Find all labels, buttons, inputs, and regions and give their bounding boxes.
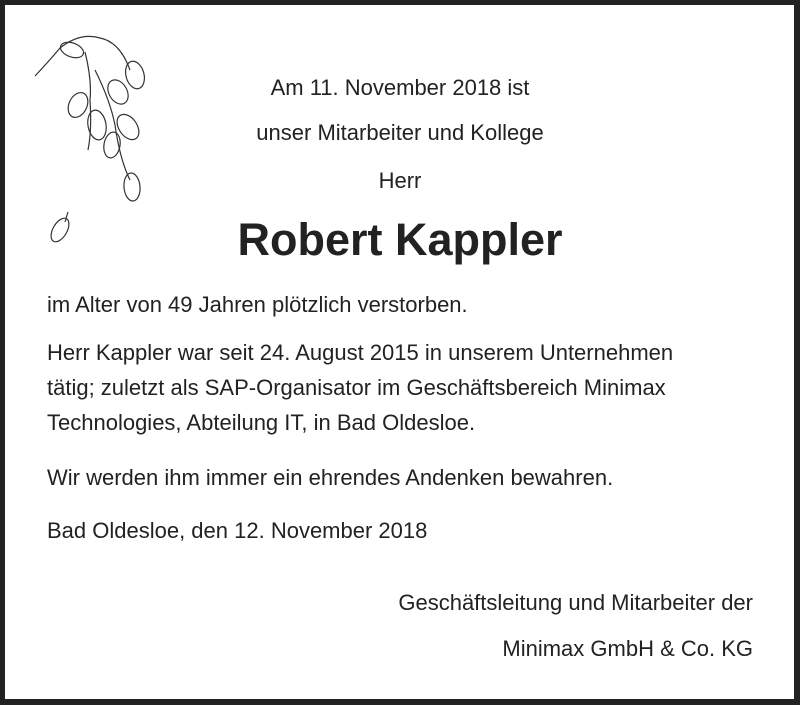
career-line-2: tätig; zuletzt als SAP-Organisator im Geschäftsbereich Minimax [47,375,666,400]
signature-company: Minimax GmbH & Co. KG [502,636,753,661]
intro-title-line: Herr [378,168,422,193]
intro-role-line: unser Mitarbeiter und Kollege [256,120,544,145]
signature-line-1: Geschäftsleitung und Mitarbeiter der [398,590,753,615]
career-line-1: Herr Kappler war seit 24. August 2015 in unserem Unternehmen [47,340,674,365]
intro-date-line: Am 11. November 2018 ist [270,75,530,100]
deceased-name: Robert Kappler [237,214,563,265]
career-line-3: Technologies, Abteilung IT, in Bad Oldesloe. [47,410,476,435]
place-date-line: Bad Oldesloe, den 12. November 2018 [47,518,428,543]
age-line: im Alter von 49 Jahren plötzlich verstorben. [47,292,468,317]
memory-line: Wir werden ihm immer ein ehrendes Andenken bewahren. [47,465,614,490]
